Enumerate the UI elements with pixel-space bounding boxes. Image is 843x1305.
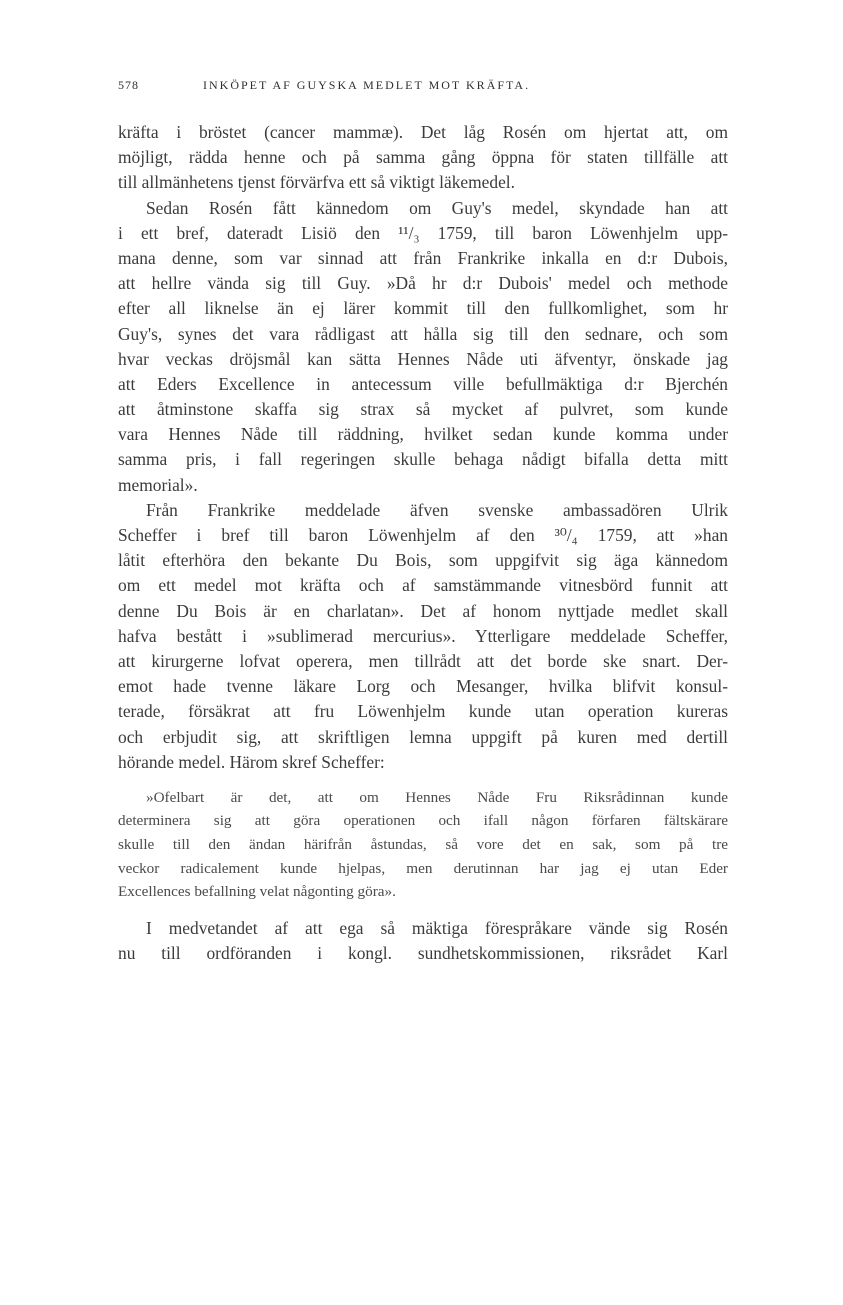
text-line: Guy's, synes det vara rådligast att hålla sig till den sednare, och som [118, 323, 728, 344]
quote-line: »Ofelbart är det, att om Hennes Nåde Fru Riksrådinnan kunde [146, 788, 728, 806]
quote-line: determinera sig att göra operationen och ifall någon förfaren fältskärare [118, 812, 728, 830]
paragraph-4 [118, 916, 728, 966]
text-line: mana denne, som var sinnad att från Frankrike inkalla en d:r Dubois, [118, 247, 728, 268]
text-line: hafva bestått i »sublimerad mercurius». Ytterligare meddelade Scheffer, [118, 625, 728, 646]
running-title: INKÖPET AF GUYSKA MEDLET MOT KRÄFTA. [203, 78, 531, 92]
text-line: till allmänhetens tjenst förvärfva ett så viktigt läkemedel. [118, 172, 515, 193]
page-number: 578 [118, 78, 139, 92]
text-line: Från Frankrike meddelade äfven svenske ambassadören Ulrik [146, 499, 728, 520]
quote-line: skulle till den ändan härifrån åstundas, så vore det en sak, som på tre [118, 836, 728, 854]
main-text [118, 120, 728, 966]
text-line: att åtminstone skaffa sig strax så mycket af pulvret, som kunde [118, 399, 728, 420]
text-line: kräfta i bröstet (cancer mammæ). Det låg Rosén om hjertat att, om [118, 122, 728, 142]
paragraph-2 [118, 196, 728, 498]
text-line: memorial». [118, 474, 198, 495]
text-line: I medvetandet af att ega så mäktiga förespråkare vände sig Rosén [146, 917, 728, 938]
spacer [118, 775, 728, 786]
text-line: Scheffer i bref till baron Löwenhjelm af den ³⁰/₄ 1759, att »han [118, 525, 728, 545]
block-quote [118, 786, 728, 904]
quote-line: veckor radicalement kunde hjelpas, men derutinnan har jag ej utan Eder [118, 859, 728, 877]
text-line: om ett medel mot kräfta och af samstämmande vitnesbörd funnit att [118, 575, 728, 596]
paragraph-3 [118, 498, 728, 775]
text-line: att Eders Excellence in antecessum ville befullmäktiga d:r Bjerchén [118, 373, 728, 394]
text-line: nu till ordföranden i kongl. sundhetskommissionen, riksrådet Karl [118, 943, 728, 964]
text-line: terade, försäkrat att fru Löwenhjelm kunde utan operation kureras [118, 701, 728, 722]
spacer [118, 904, 728, 916]
text-line: vara Hennes Nåde till räddning, hvilket sedan kunde komma under [118, 424, 728, 445]
text-line: emot hade tvenne läkare Lorg och Mesanger, hvilka blifvit konsul- [118, 676, 728, 697]
text-line: hvar veckas dröjsmål kan sätta Hennes Nåde uti äfventyr, önskade jag [118, 348, 728, 369]
text-line: och erbjudit sig, att skriftligen lemna uppgift på kuren med dertill [118, 726, 728, 747]
text-line: att hellre vända sig till Guy. »Då hr d:r Dubois' medel och methode [118, 273, 728, 294]
text-line: i ett bref, dateradt Lisiö den ¹¹/₃ 1759, till baron Löwenhjelm upp- [118, 222, 728, 243]
text-line: låtit efterhöra den bekante Du Bois, som uppgifvit sig äga kännedom [118, 550, 728, 571]
text-line: samma pris, i fall regeringen skulle behaga nådigt bifalla detta mitt [118, 449, 728, 470]
text-line: hörande medel. Härom skref Scheffer: [118, 751, 385, 772]
text-line: att kirurgerne lofvat operera, men tillrådt att det borde ske snart. Der- [118, 650, 728, 671]
text-line: efter all liknelse än ej lärer kommit till den fullkomlighet, som hr [118, 298, 728, 319]
text-line: Sedan Rosén fått kännedom om Guy's medel, skyndade han att [146, 197, 728, 218]
text-line: denne Du Bois är en charlatan». Det af honom nyttjade medlet skall [118, 600, 728, 621]
text-line: möjligt, rädda henne och på samma gång öppna för staten tillfälle att [118, 147, 728, 168]
paragraph-1 [118, 120, 728, 196]
quote-line: Excellences befallning velat någonting göra». [118, 883, 396, 901]
